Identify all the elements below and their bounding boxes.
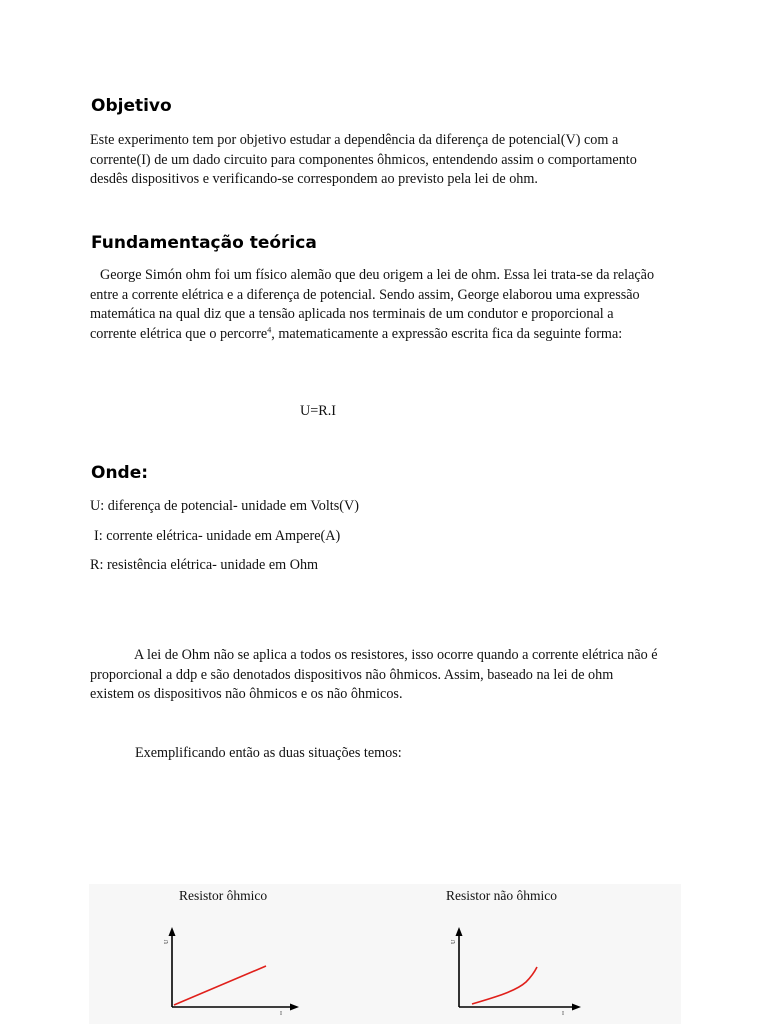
y-axis-label: U bbox=[164, 939, 170, 944]
figure-title-ohmico: Resistor ôhmico bbox=[179, 888, 268, 903]
fundamentacao-paragraph bbox=[90, 266, 656, 344]
y-axis-arrow bbox=[456, 927, 463, 936]
fundamentacao-text-after: , matematicamente a expressão escrita fica da seguinte forma: bbox=[271, 325, 623, 342]
x-axis-arrow bbox=[572, 1004, 581, 1011]
definition-item-u: U: diferença de potencial- unidade em Volts(V) bbox=[90, 498, 359, 514]
footnote-marker: 4 bbox=[267, 325, 272, 335]
objetivo-paragraph: Este experimento tem por objetivo estudar a dependência da diferença de potencial(V) com a corrente(I) de um dado circuito para componentes ôhmicos, entendendo assim o comportamento desdês dispositivos e verificando-se correspondem ao previsto pela lei de ohm. bbox=[90, 132, 637, 188]
definition-item-i: I: corrente elétrica- unidade em Ampere(A) bbox=[94, 528, 341, 544]
section-heading-onde: Onde: bbox=[91, 463, 149, 483]
y-axis-label: U bbox=[451, 939, 457, 944]
graph-resistor-nao-ohmico bbox=[446, 925, 591, 1024]
x-axis-label: I bbox=[562, 1011, 564, 1017]
nonlinear-curve bbox=[472, 967, 537, 1004]
exemplificando-text: Exemplificando então as duas situações temos: bbox=[135, 745, 402, 761]
lei-ohm-paragraph: A lei de Ohm não se aplica a todos os resistores, isso ocorre quando a corrente elétrica não é proporcional a ddp e são denotados dispositivos não ôhmicos. Assim, baseado na lei de ohm existem os dispositivos não ôhmicos e os não ôhmicos. bbox=[90, 647, 658, 703]
x-axis-label: I bbox=[280, 1011, 282, 1017]
section-heading-objetivo: Objetivo bbox=[91, 96, 172, 116]
linear-curve bbox=[174, 966, 266, 1005]
section-heading-fundamentacao: Fundamentação teórica bbox=[91, 233, 317, 253]
x-axis-arrow bbox=[290, 1004, 299, 1011]
fundamentacao-text-before: George Simón ohm foi um físico alemão que deu origem a lei de ohm. Essa lei trata-se da relação entre a corrente elétrica e a diferença de potencial. Sendo assim, George elaborou uma expressão matemática na qual diz que a tensão aplicada nos terminais de um condutor e proporcional a corrente elétrica que o percorre bbox=[90, 267, 655, 342]
y-axis-arrow bbox=[169, 927, 176, 936]
graph-resistor-ohmico bbox=[160, 925, 305, 1024]
formula: U=R.I bbox=[300, 403, 336, 419]
figure-title-nao-ohmico: Resistor não ôhmico bbox=[446, 888, 557, 903]
definition-item-r: R: resistência elétrica- unidade em Ohm bbox=[90, 557, 319, 573]
